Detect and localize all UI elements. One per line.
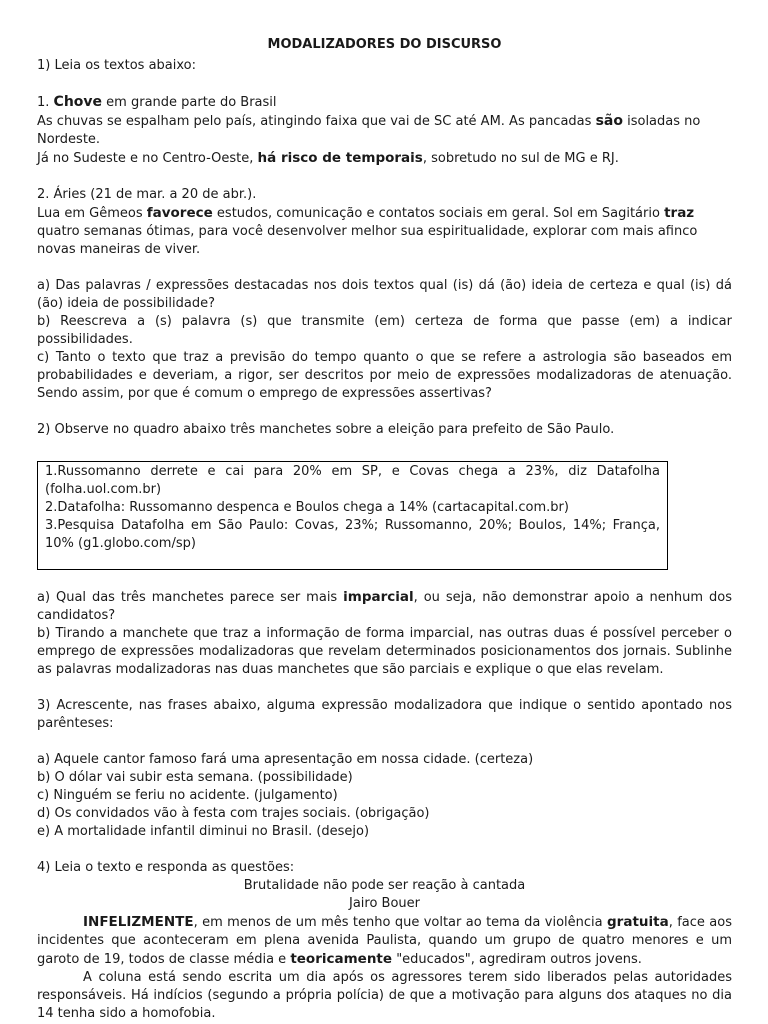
q1-text2-part-c: quatro semanas ótimas, para você desenvolver melhor sua espiritualidade, explorar com mais afinco novas maneiras de viver.	[37, 224, 698, 257]
q3-item-b: b) O dólar vai subir esta semana. (possibilidade)	[37, 770, 353, 785]
highlight-imparcial: imparcial	[343, 589, 414, 605]
q1-text1-body	[37, 112, 732, 168]
q3-item-d: d) Os convidados vão à festa com trajes sociais. (obrigação)	[37, 806, 430, 821]
q3-item-a: a) Aquele cantor famoso fará uma apresentação em nossa cidade. (certeza)	[37, 752, 534, 767]
spacer	[37, 841, 732, 859]
q1-text2-part-b: estudos, comunicação e contatos sociais em geral. Sol em Sagitário	[216, 206, 660, 221]
q3-item-e: e) A mortalidade infantil diminui no Brasil. (desejo)	[37, 824, 370, 839]
spacer	[37, 259, 732, 277]
headline-1: 1.Russomanno derrete e cai para 20% em SP, e Covas chega a 23%, diz Datafolha (folha.uol.com.br)	[45, 464, 660, 497]
spacer	[37, 403, 732, 421]
highlight-gratuita: gratuita	[607, 914, 669, 930]
spacer	[37, 570, 732, 588]
highlight-favorece: favorece	[146, 205, 213, 221]
highlight-traz: traz	[664, 205, 695, 221]
article-p1-part-b: , face aos incidentes que aconteceram em plena avenida Paulista, quando um grupo de quatro menores e um garoto de 19, todos de classe média e	[37, 915, 732, 967]
highlight-teoricamente: teoricamente	[290, 951, 393, 967]
q1-text1-number: 1.	[37, 95, 50, 110]
highlight-risco: há risco de temporais	[257, 150, 423, 166]
q1-text1-line3b: , sobretudo no sul de MG e RJ.	[422, 151, 619, 166]
q1-text2-title: 2. Áries (21 de mar. a 20 de abr.).	[37, 187, 257, 202]
article-p1-part-a: , em menos de um mês tenho que voltar ao tema da violência	[193, 915, 603, 930]
highlight-chove: Chove	[53, 94, 103, 110]
q3-item-c: c) Ninguém se feriu no acidente. (julgamento)	[37, 788, 338, 803]
q3-intro: 3) Acrescente, nas frases abaixo, alguma expressão modalizadora que indique o sentido apontado nos parênteses:	[37, 698, 732, 731]
headline-2: 2.Datafolha: Russomanno despenca e Boulos chega a 14% (cartacapital.com.br)	[45, 500, 569, 515]
article-author: Jairo Bouer	[348, 896, 420, 911]
article-p1-part-c: "educados", agrediram outros jovens.	[396, 952, 642, 967]
q1-question-c: c) Tanto o texto que traz a previsão do tempo quanto o que se refere a astrologia são baseados em probabilidades e deveriam, a rigor, ser descritos por meio de expressões modalizadoras de atenuação. Sendo assim, por que é comum o emprego de expressões assertivas?	[37, 350, 732, 401]
q1-text1-title	[37, 93, 732, 112]
q1-text2-part-a: Lua em Gêmeos	[37, 206, 143, 221]
q1-question-a: a) Das palavras / expressões destacadas nos dois textos qual (is) dá (ão) ideia de certeza e qual (is) dá (ão) ideia de possibilidade?	[37, 278, 732, 311]
q1-text1-line2b: isoladas no Nordeste.	[37, 114, 701, 147]
q1-question-b: b) Reescreva a (s) palavra (s) que transmite (em) certeza de forma que passe (em) a indicar possibilidades.	[37, 314, 732, 347]
spacer	[37, 679, 732, 697]
q1-text1-title-rest: em grande parte do Brasil	[106, 95, 277, 110]
q1-text1-line3a: Já no Sudeste e no Centro-Oeste,	[37, 151, 254, 166]
q2-question-a-end: , ou seja, não demonstrar apoio a nenhum dos candidatos?	[37, 590, 732, 623]
article-paragraph-1	[37, 913, 732, 969]
spacer	[37, 75, 732, 93]
article-paragraph-2: A coluna está sendo escrita um dia após os agressores terem sido liberados pelas autoridades responsáveis. Há indícios (segundo a própria polícia) de que a motivação para alguns dos ataques no dia 14 tenha sido a homofobia.	[37, 970, 732, 1021]
q2-question-a	[37, 588, 732, 625]
page-title: MODALIZADORES DO DISCURSO	[267, 37, 502, 52]
q2-intro: 2) Observe no quadro abaixo três manchetes sobre a eleição para prefeito de São Paulo.	[37, 422, 615, 437]
article-title: Brutalidade não pode ser reação à cantada	[243, 878, 526, 893]
highlight-infelizmente: INFELIZMENTE	[83, 914, 194, 930]
q4-intro: 4) Leia o texto e responda as questões:	[37, 860, 295, 875]
headline-3: 3.Pesquisa Datafolha em São Paulo: Covas, 23%; Russomanno, 20%; Boulos, 14%; França, 10% (g1.globo.com/sp)	[45, 518, 660, 551]
q2-question-a-start: a) Qual das três manchetes parece ser mais	[37, 590, 338, 605]
spacer	[37, 733, 732, 751]
highlight-sao: são	[595, 113, 623, 129]
q2-question-b: b) Tirando a manchete que traz a informação de forma imparcial, nas outras duas é possível perceber o emprego de expressões modalizadoras que revelam determinados posicionamentos dos jornais. Sublinhe as palavras modalizadoras nas duas manchetes que são parciais e explique o que elas revelam.	[37, 626, 732, 677]
q1-intro: 1) Leia os textos abaixo:	[37, 58, 196, 73]
spacer	[37, 168, 732, 186]
q1-text1-line2a: As chuvas se espalham pelo país, atingindo faixa que vai de SC até AM. As pancadas	[37, 114, 592, 129]
headlines-box	[37, 461, 668, 570]
spacer	[37, 439, 732, 457]
q1-text2-body	[37, 204, 732, 259]
